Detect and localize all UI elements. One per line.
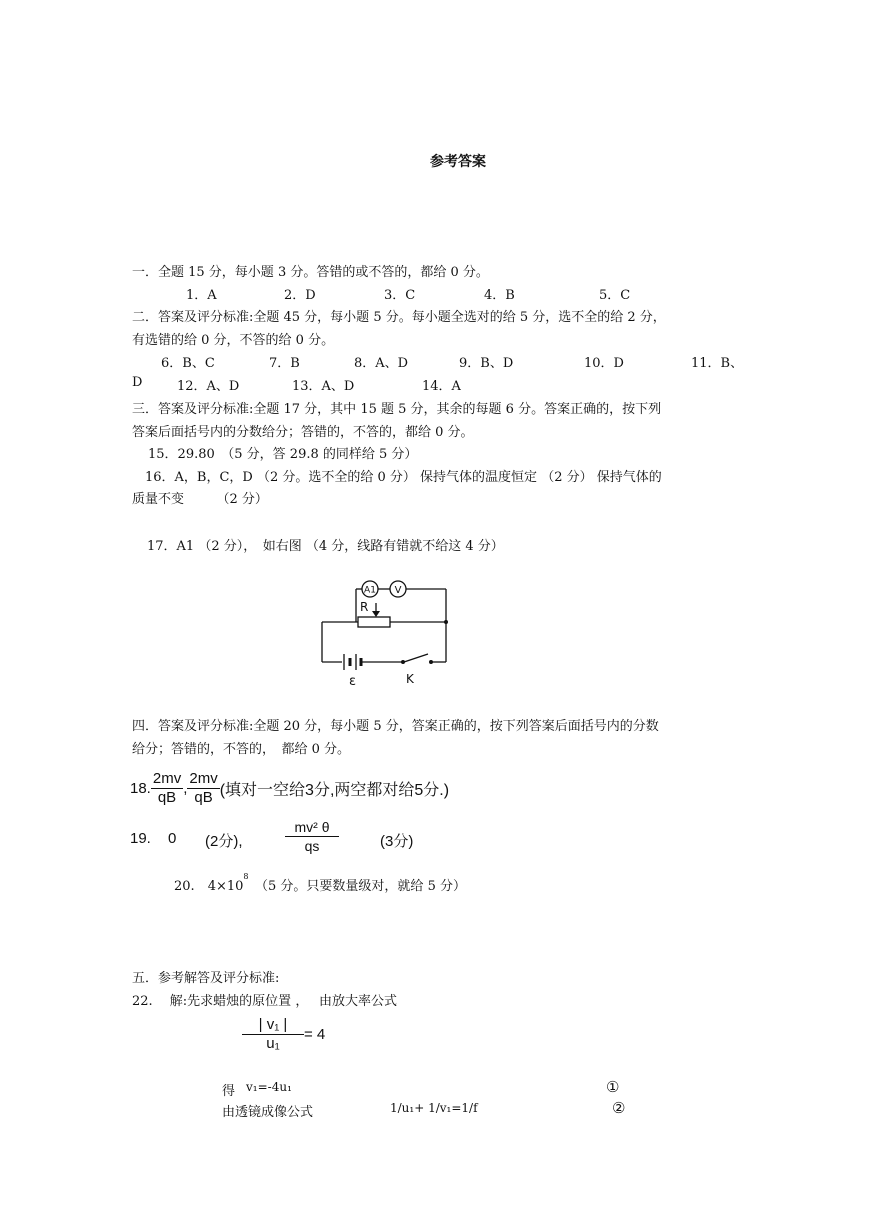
circuit-diagram [310, 575, 460, 690]
switch-label: K [406, 672, 414, 686]
ammeter-label: A1 [364, 585, 376, 596]
section1-header: 一．全题 15 分，每小题 3 分。答错的或不答的，都给 0 分。 [132, 265, 489, 280]
q18-note: (填对一空给3分,两空都对给5分.) [219, 782, 450, 799]
derivation-line1-text: 得 [222, 1084, 236, 1099]
answer-17: 17．A1 （2 分）， 如右图 （4 分，线路有错就不给这 4 分） [147, 539, 504, 554]
section4-header-line1: 四．答案及评分标准:全题 20 分，每小题 5 分，答案正确的，按下列答案后面括号内的分数 [132, 719, 659, 734]
section3-header-line1: 三．答案及评分标准:全题 17 分，其中 15 题 5 分，其余的每题 6 分。答案正确的，按下列 [132, 402, 662, 417]
q18-fraction-2 [187, 770, 219, 807]
q20-base: 4×10 [207, 879, 244, 894]
answer-19-score1: (2分), [205, 833, 243, 850]
answer-14: 14．A [422, 379, 461, 394]
section1-answers [0, 284, 869, 302]
answer-8: 8．A、D [354, 356, 409, 371]
section2-header-line2: 有选错的给 0 分，不答的给 0 分。 [132, 333, 335, 348]
answer-13: 13．A、D [292, 379, 355, 394]
answer-3: 3．C [384, 288, 416, 303]
section2-answers-row2 [0, 375, 869, 393]
ammeter-icon [362, 581, 378, 597]
answer-6: 6．B、C [161, 356, 215, 371]
derivation-mark-2: ② [612, 1099, 626, 1117]
q19-numerator: mv² θ [285, 818, 339, 837]
answer-4: 4．B [484, 288, 515, 303]
q18-f2-numerator: 2mv [189, 770, 218, 787]
derivation-mark-1: ① [606, 1078, 620, 1096]
q19-denominator: qs [304, 838, 320, 854]
q18-f1-denominator: qB [157, 789, 177, 806]
q18-fraction-1 [151, 770, 183, 807]
derivation-line2-text: 由透镜成像公式 [222, 1105, 314, 1120]
q20-number: 20. [174, 879, 195, 894]
resistor-label: R [360, 600, 369, 614]
answer-2: 2．D [284, 288, 316, 303]
answer-22-intro: 22. 解:先求蜡烛的原位置 ， 由放大率公式 [132, 994, 397, 1009]
magnification-rhs: = 4 [304, 1026, 326, 1043]
answer-7: 7．B [269, 356, 300, 371]
q18-number: 18. [130, 780, 151, 797]
q18-f2-denominator: qB [194, 789, 213, 806]
section4-header-line2: 给分；答错的，不答的， 都给 0 分。 [132, 742, 351, 757]
answer-9: 9．B、D [459, 356, 514, 371]
answer-11: 11．B、 [691, 356, 744, 371]
q20-exponent: 8 [243, 872, 249, 881]
section5-header: 五．参考解答及评分标准: [132, 971, 280, 986]
answer-16-line2: 质量不变 （2 分） [132, 492, 268, 507]
answer-11-cont: D [132, 375, 143, 390]
answer-10: 10．D [584, 356, 624, 371]
magnification-denominator: u₁ [266, 1035, 280, 1052]
answer-1: 1．A [186, 288, 217, 303]
answer-16-line1: 16．A，B，C，D （2 分。选不全的给 0 分） 保持气体的温度恒定 （2 分） 保持气体的 [145, 470, 662, 485]
answer-12: 12．A、D [177, 379, 240, 394]
rheostat-arrow-icon [372, 611, 380, 617]
q18-f1-numerator: 2mv [152, 770, 182, 787]
answer-19-value: 0 [168, 830, 177, 847]
answer-19-score2: (3分) [380, 833, 414, 850]
page-title: 参考答案 [430, 154, 486, 170]
answer-15: 15．29.80 （5 分，答 29.8 的同样给 5 分） [148, 447, 418, 462]
voltmeter-icon [390, 581, 406, 597]
answer-19-number: 19. [130, 830, 151, 847]
answer-20 [174, 872, 466, 894]
q18-comma: , [183, 780, 188, 797]
answer-18 [130, 770, 449, 807]
answer-5: 5．C [599, 288, 631, 303]
voltmeter-label: V [394, 585, 402, 596]
section3-header-line2: 答案后面括号内的分数给分；答错的，不答的，都给 0 分。 [132, 425, 474, 440]
section2-answers-row1 [0, 352, 869, 370]
derivation-line1-formula: v₁=-4u₁ [246, 1080, 292, 1094]
section2-header-line1: 二．答案及评分标准:全题 45 分，每小题 5 分。每小题全选对的给 5 分，选不全的给 2 分， [132, 310, 666, 325]
magnification-formula [242, 1016, 325, 1053]
magnification-numerator: | v₁ | [242, 1016, 304, 1035]
answer-19-fraction [285, 818, 339, 855]
derivation-line2-formula: 1/u₁+ 1/v₁=1/f [390, 1101, 478, 1115]
emf-label: ε [349, 674, 357, 689]
q20-note: （5 分。只要数量级对，就给 5 分） [261, 879, 466, 894]
